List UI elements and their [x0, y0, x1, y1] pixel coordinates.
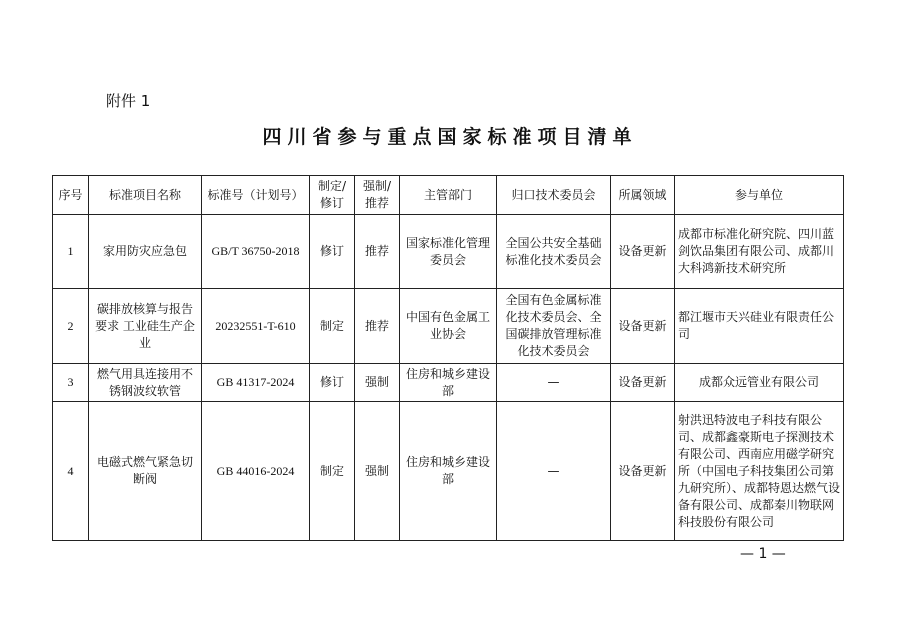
cell-type: 制定	[310, 289, 355, 363]
cell-name: 家用防灾应急包	[89, 215, 202, 289]
cell-level: 推荐	[355, 289, 400, 363]
cell-committee: 全国有色金属标准化技术委员会、全国碳排放管理标准化技术委员会	[497, 289, 611, 363]
table-row	[53, 363, 844, 401]
cell-dept: 住房和城乡建设部	[400, 363, 497, 401]
cell-units: 都江堰市天兴硅业有限责任公司	[675, 289, 844, 363]
col-header-field: 所属领域	[611, 176, 675, 215]
cell-name: 电磁式燃气紧急切断阀	[89, 402, 202, 541]
cell-dept: 中国有色金属工业协会	[400, 289, 497, 363]
col-header-dept: 主管部门	[400, 176, 497, 215]
cell-code: GB 41317-2024	[202, 363, 310, 401]
document-title: 四川省参与重点国家标准项目清单	[262, 126, 638, 148]
page-number: — 1 —	[740, 546, 786, 562]
cell-name: 燃气用具连接用不锈钢波纹软管	[89, 363, 202, 401]
table-row	[53, 215, 844, 289]
cell-units: 成都市标准化研究院、四川蓝剑饮品集团有限公司、成都川大科鸿新技术研究所	[675, 215, 844, 289]
cell-committee: 全国公共安全基础标准化技术委员会	[497, 215, 611, 289]
cell-committee: —	[497, 402, 611, 541]
attachment-label: 附件 1	[106, 92, 151, 110]
cell-no: 2	[53, 289, 89, 363]
col-header-name: 标准项目名称	[89, 176, 202, 215]
cell-field: 设备更新	[611, 363, 675, 401]
cell-no: 3	[53, 363, 89, 401]
table-row	[53, 289, 844, 363]
col-header-no: 序号	[53, 176, 89, 215]
cell-name: 碳排放核算与报告要求 工业硅生产企业	[89, 289, 202, 363]
cell-committee: —	[497, 363, 611, 401]
cell-code: 20232551-T-610	[202, 289, 310, 363]
table-header-row	[53, 176, 844, 215]
cell-field: 设备更新	[611, 402, 675, 541]
cell-units: 射洪迅特波电子科技有限公司、成都鑫豪斯电子探测技术有限公司、西南应用磁学研究所（中国电子科技集团公司第九研究所）、成都特恩达燃气设备有限公司、成都秦川物联网科技股份有限公司	[675, 402, 844, 541]
cell-level: 强制	[355, 363, 400, 401]
col-header-type: 制定/修订	[310, 176, 355, 215]
standards-table	[52, 175, 844, 541]
cell-units: 成都众远管业有限公司	[675, 363, 844, 401]
cell-type: 修订	[310, 215, 355, 289]
cell-no: 1	[53, 215, 89, 289]
cell-code: GB 44016-2024	[202, 402, 310, 541]
cell-dept: 国家标准化管理委员会	[400, 215, 497, 289]
col-header-committee: 归口技术委员会	[497, 176, 611, 215]
col-header-units: 参与单位	[675, 176, 844, 215]
col-header-level: 强制/推荐	[355, 176, 400, 215]
cell-level: 强制	[355, 402, 400, 541]
cell-type: 制定	[310, 402, 355, 541]
col-header-code: 标准号（计划号）	[202, 176, 310, 215]
cell-level: 推荐	[355, 215, 400, 289]
cell-dept: 住房和城乡建设部	[400, 402, 497, 541]
cell-no: 4	[53, 402, 89, 541]
cell-code: GB/T 36750-2018	[202, 215, 310, 289]
cell-type: 修订	[310, 363, 355, 401]
cell-field: 设备更新	[611, 215, 675, 289]
cell-field: 设备更新	[611, 289, 675, 363]
table-row	[53, 402, 844, 541]
